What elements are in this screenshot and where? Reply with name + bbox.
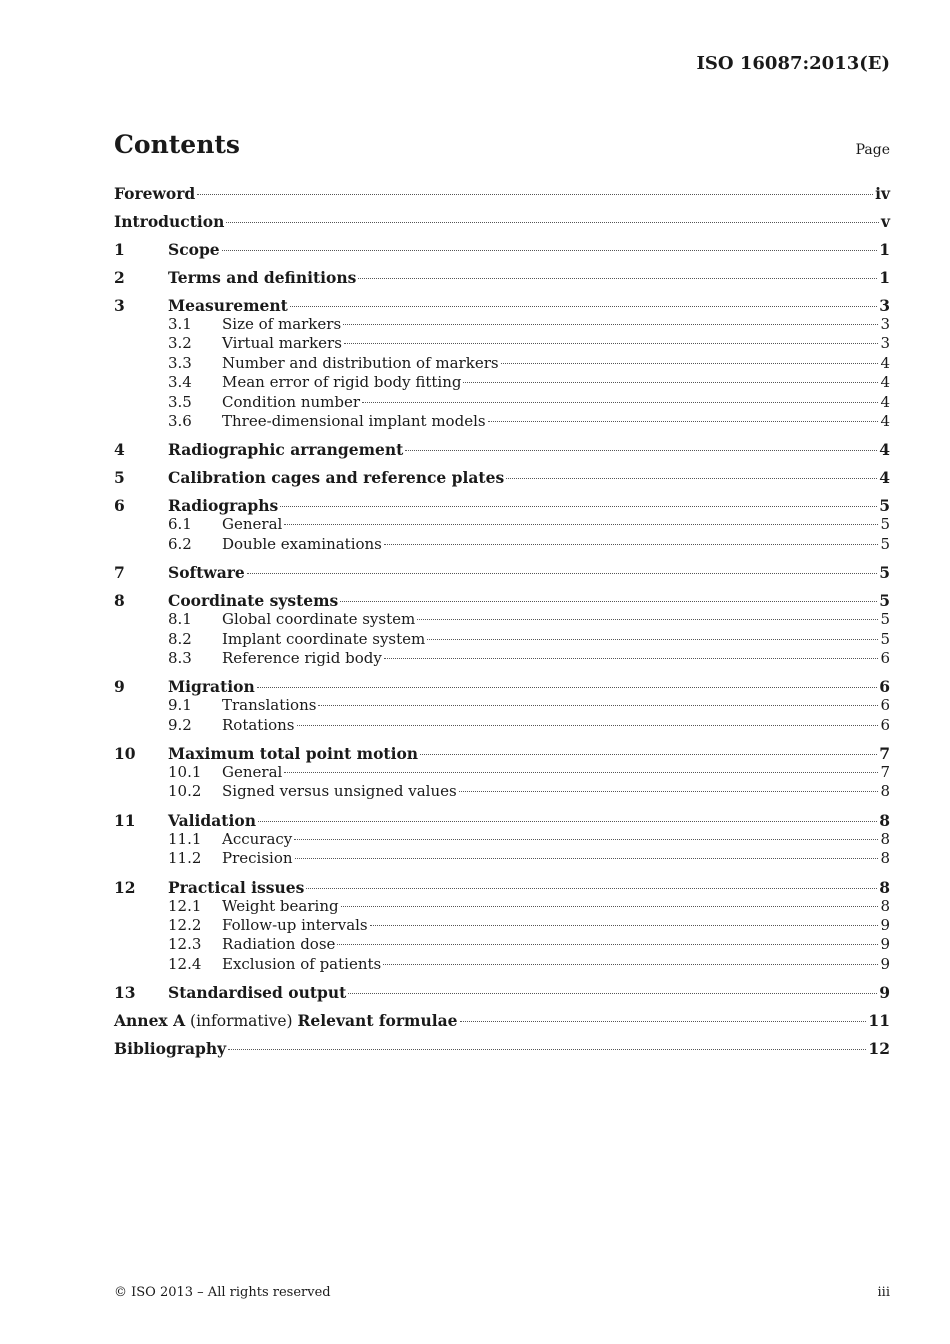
dot-leader [362,402,878,403]
toc-entry-label: Number and distribution of markers [222,353,499,372]
toc-entry-label: Signed versus unsigned values [222,782,457,801]
toc-subentry[interactable] [114,373,890,392]
toc-entry-number: 7 [114,563,125,583]
toc-entry-label: Radiographic arrangement [168,440,404,460]
dot-leader [295,858,879,859]
toc-subentry[interactable] [114,849,890,868]
dot-leader [197,194,873,195]
toc-entry-page: 4 [880,373,890,392]
toc-entry-label: Standardised output [168,983,347,1003]
toc-entry-number: 3.4 [168,373,192,392]
dot-leader [228,1049,866,1050]
toc-entry-label: Global coordinate system [222,610,416,629]
toc-subentry[interactable] [114,354,890,373]
toc-entry-page: 9 [880,954,890,973]
toc-subentry[interactable] [114,412,890,431]
dot-leader [383,964,878,965]
dot-leader [341,906,879,907]
toc-entry[interactable] [114,677,890,696]
dot-leader [501,363,879,364]
toc-entry[interactable] [114,1011,890,1030]
toc-entry-page: iv [875,184,890,203]
toc-entry[interactable] [114,983,890,1002]
toc-subentry[interactable] [114,955,890,974]
toc-entry[interactable] [114,184,890,203]
toc-entry-number: 8.2 [168,629,192,648]
dot-leader [459,791,879,792]
toc-entry-label: Rotations [222,715,295,734]
dot-leader [284,524,878,525]
dot-leader [306,888,877,889]
toc-entry-page: 11 [868,1011,890,1031]
toc-entry-label: Radiographs [168,496,279,516]
toc-entry-number: 8 [114,591,125,611]
toc-entry-label: Calibration cages and reference plates [168,468,505,488]
toc-entry-number: 3.6 [168,411,192,430]
dot-leader [258,821,877,822]
dot-leader [348,993,877,994]
dot-leader [417,619,878,620]
toc-subentry[interactable] [114,763,890,782]
toc-subentry[interactable] [114,334,890,353]
toc-entry-label: Validation [168,810,256,830]
copyright-notice: © ISO 2013 – All rights reserved [114,1285,331,1300]
toc-entry-label: Scope [168,240,220,259]
toc-entry-page: 8 [880,896,890,915]
toc-entry-page: 7 [879,744,890,764]
toc-entry-label [114,1011,458,1031]
toc-entry-page: 3 [879,296,890,315]
toc-entry-number: 2 [114,268,125,287]
dot-leader [384,544,879,545]
toc-entry-number: 6.1 [168,515,192,534]
toc-entry-page: 1 [879,268,890,287]
toc-subentry[interactable] [114,696,890,715]
toc-entry-label: Exclusion of patients [222,954,382,973]
toc-entry-page: 3 [880,315,890,333]
dot-leader [358,278,877,279]
toc-entry-page: 6 [879,677,890,697]
toc-entry[interactable] [114,878,890,897]
toc-entry-label: General [222,515,283,534]
toc-entry-number: 9.2 [168,715,192,734]
toc-entry-label: General [222,763,283,782]
toc-entry-page: 6 [880,696,890,715]
dot-leader [340,601,877,602]
toc-entry[interactable] [114,811,890,830]
toc-entry[interactable] [114,212,890,231]
dot-leader [257,687,877,688]
toc-entry-page: 4 [879,440,890,460]
toc-entry-label: Mean error of rigid body fitting [222,373,462,392]
dot-leader [460,1021,867,1022]
toc-subentry[interactable] [114,830,890,849]
toc-entry-page: 8 [879,877,890,897]
dot-leader [427,639,878,640]
toc-entry-label: Size of markers [222,315,342,333]
dot-leader [294,839,878,840]
toc-entry-label-part: (informative) [185,1012,298,1031]
toc-entry-number: 12.3 [168,935,202,954]
toc-entry[interactable] [114,468,890,487]
dot-leader [337,944,878,945]
dot-leader [247,573,877,574]
toc-subentry[interactable] [114,610,890,629]
toc-entry-label: Radiation dose [222,935,336,954]
toc-entry-label: Coordinate systems [168,591,339,611]
dot-leader [420,754,877,755]
toc-entry-page: 9 [880,916,890,935]
dot-leader [405,450,877,451]
toc-entry-label: Weight bearing [222,896,339,915]
toc-entry-label: Virtual markers [222,334,342,353]
dot-leader [488,421,879,422]
toc-entry-page: 5 [879,496,890,516]
toc-entry-number: 10.1 [168,763,202,782]
toc-entry-page: 4 [880,392,890,411]
toc-entry-label: Practical issues [168,877,305,897]
toc-entry-label: Foreword [114,184,196,203]
toc-entry-label: Three-dimensional implant models [222,411,486,430]
toc-entry-number: 12 [114,877,136,897]
toc-entry-label: Software [168,563,245,583]
toc-subentry[interactable] [114,916,890,935]
toc-entry-number: 3.2 [168,334,192,353]
toc-entry-label: Double examinations [222,534,382,553]
toc-subentry[interactable] [114,535,890,554]
toc-entry[interactable] [114,440,890,459]
toc-subentry[interactable] [114,935,890,954]
dot-leader [318,705,878,706]
toc-entry-page: 6 [880,715,890,734]
dot-leader [280,506,877,507]
toc-subentry[interactable] [114,782,890,801]
dot-leader [343,324,878,325]
toc-entry-number: 10 [114,744,136,764]
page-column-label: Page [855,142,890,158]
toc-entry-page: 12 [868,1039,890,1059]
page-number: iii [877,1285,890,1300]
toc-entry-label: Bibliography [114,1039,227,1059]
toc-entry-number: 3 [114,296,125,315]
toc-entry-number: 1 [114,240,125,259]
toc-entry[interactable] [114,1039,890,1058]
toc-subentry[interactable] [114,393,890,412]
toc-entry[interactable] [114,296,890,315]
toc-entry[interactable] [114,268,890,287]
toc-entry-number: 13 [114,983,136,1003]
toc-entry-page: 4 [880,411,890,430]
toc-entry-page: 5 [880,610,890,629]
toc-entry-page: 5 [880,629,890,648]
toc-entry-page: 8 [880,829,890,848]
toc-entry-label: Condition number [222,392,361,411]
toc-entry-label: Reference rigid body [222,648,382,667]
toc-entry-page: 7 [880,763,890,782]
toc-entry-number: 11 [114,810,136,830]
standard-id: ISO 16087:2013(E) [696,53,890,74]
dot-leader [297,725,879,726]
toc-entry[interactable] [114,496,890,515]
toc-entry-number: 8.1 [168,610,192,629]
toc-entry-number: 9.1 [168,696,192,715]
toc-entry-page: 6 [880,648,890,667]
toc-entry-label: Maximum total point motion [168,744,419,764]
toc-entry-number: 11.2 [168,849,202,868]
dot-leader [384,658,879,659]
toc-entry-label: Migration [168,677,255,697]
toc-entry-label-part: Relevant formulae [297,1011,458,1031]
toc-entry-number: 12.2 [168,916,202,935]
toc-entry-page: 8 [880,849,890,868]
toc-entry-label: Accuracy [222,829,293,848]
toc-entry-number: 3.3 [168,353,192,372]
toc-entry-page: 5 [880,534,890,553]
toc-entry-page: 4 [880,353,890,372]
toc-entry[interactable] [114,240,890,259]
toc-subentry[interactable] [114,315,890,334]
toc-entry[interactable] [114,563,890,582]
toc-entry-page: 4 [879,468,890,488]
toc-entry-number: 10.2 [168,782,202,801]
toc-entry-number: 5 [114,468,125,488]
toc-entry-label: Implant coordinate system [222,629,426,648]
toc-entry-page: 9 [880,935,890,954]
toc-entry-number: 3.1 [168,315,192,333]
toc-entry-page: 5 [879,563,890,583]
dot-leader [226,222,879,223]
toc-entry-number: 4 [114,440,125,460]
toc-entry-page: 5 [880,515,890,534]
toc-entry-number: 12.1 [168,896,202,915]
toc-entry-number: 12.4 [168,954,202,973]
dot-leader [506,478,877,479]
table-of-contents [114,184,890,1058]
dot-leader [222,250,878,251]
page-title: Contents [114,130,241,159]
toc-subentry[interactable] [114,897,890,916]
toc-subentry[interactable] [114,716,890,735]
toc-entry-number: 8.3 [168,648,192,667]
toc-entry-label: Follow-up intervals [222,916,368,935]
toc-entry-page: 8 [879,810,890,830]
toc-subentry[interactable] [114,649,890,668]
toc-entry-number: 6 [114,496,125,516]
toc-entry-label: Introduction [114,212,225,231]
toc-entry-page: 9 [879,983,890,1003]
toc-entry-page: 8 [880,782,890,801]
dot-leader [370,925,879,926]
toc-entry[interactable] [114,591,890,610]
toc-entry-page: 5 [879,591,890,611]
dot-leader [290,306,877,307]
toc-entry-label: Precision [222,849,293,868]
dot-leader [344,343,879,344]
dot-leader [463,382,878,383]
toc-entry-page: 1 [879,240,890,259]
toc-entry-number: 11.1 [168,829,202,848]
dot-leader [284,772,878,773]
toc-entry-label: Terms and definitions [168,268,357,287]
toc-subentry[interactable] [114,630,890,649]
toc-entry-label: Translations [222,696,317,715]
toc-entry-number: 6.2 [168,534,192,553]
toc-subentry[interactable] [114,515,890,534]
toc-entry-page: 3 [880,334,890,353]
toc-entry-number: 9 [114,677,125,697]
toc-entry-page: v [880,212,890,231]
toc-entry[interactable] [114,744,890,763]
toc-entry-label: Measurement [168,296,288,315]
toc-entry-label-part: Annex A [114,1011,186,1031]
toc-entry-number: 3.5 [168,392,192,411]
